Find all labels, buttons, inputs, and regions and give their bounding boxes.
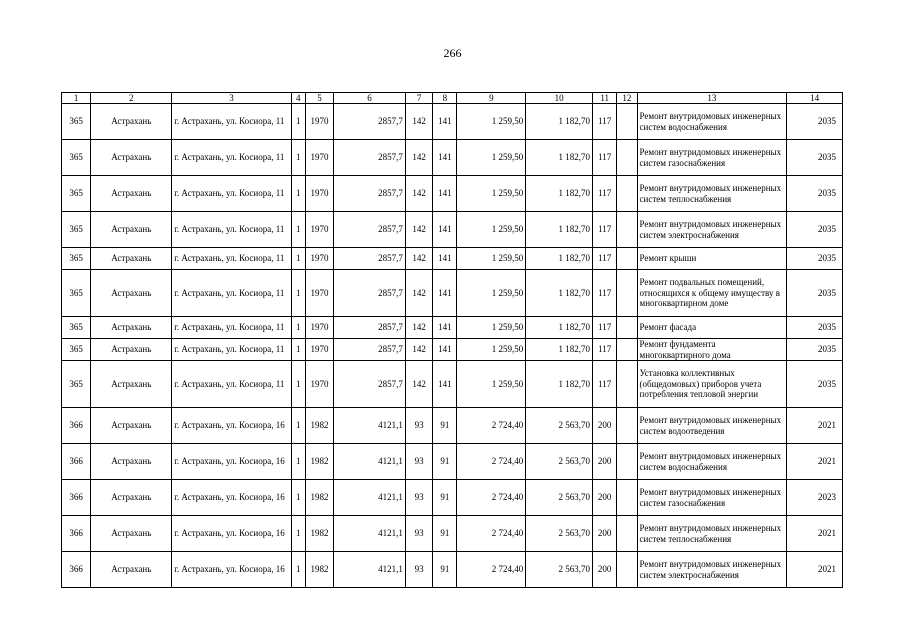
cell-col-7: 142 — [405, 104, 432, 140]
cell-col-7: 142 — [405, 270, 432, 317]
cell-col-2: Астрахань — [91, 317, 172, 339]
cell-col-11: 117 — [593, 361, 617, 408]
cell-col-11: 117 — [593, 270, 617, 317]
cell-col-12 — [617, 212, 637, 248]
cell-col-6: 4121,1 — [334, 516, 406, 552]
cell-col-4: 1 — [291, 516, 305, 552]
cell-col-5: 1970 — [305, 317, 333, 339]
table-row — [62, 140, 843, 176]
cell-col-9: 1 259,50 — [457, 361, 526, 408]
cell-col-4: 1 — [291, 212, 305, 248]
cell-col-2: Астрахань — [91, 212, 172, 248]
cell-col-14: 2023 — [787, 480, 843, 516]
cell-col-13: Ремонт внутридомовых инженерных систем электроснабжения — [637, 212, 787, 248]
cell-col-7: 93 — [405, 516, 432, 552]
cell-col-3: г. Астрахань, ул. Косиора, 16 — [172, 408, 291, 444]
cell-col-12 — [617, 552, 637, 588]
cell-col-5: 1970 — [305, 339, 333, 361]
page-number: 266 — [443, 46, 462, 60]
table-row — [62, 270, 843, 317]
cell-col-10: 2 563,70 — [526, 480, 593, 516]
cell-col-11: 117 — [593, 317, 617, 339]
cell-col-1: 366 — [62, 516, 91, 552]
cell-col-9: 1 259,50 — [457, 339, 526, 361]
cell-col-10: 1 182,70 — [526, 361, 593, 408]
table-row — [62, 480, 843, 516]
column-header: 2 — [91, 93, 172, 104]
cell-col-1: 365 — [62, 317, 91, 339]
cell-col-14: 2021 — [787, 444, 843, 480]
cell-col-13: Ремонт внутридомовых инженерных систем водоснабжения — [637, 104, 787, 140]
cell-col-8: 141 — [433, 248, 457, 270]
table-row — [62, 408, 843, 444]
column-header: 3 — [172, 93, 291, 104]
cell-col-10: 2 563,70 — [526, 444, 593, 480]
cell-col-8: 91 — [433, 444, 457, 480]
cell-col-3: г. Астрахань, ул. Косиора, 11 — [172, 212, 291, 248]
cell-col-5: 1970 — [305, 104, 333, 140]
cell-col-6: 4121,1 — [334, 408, 406, 444]
cell-col-11: 117 — [593, 212, 617, 248]
cell-col-3: г. Астрахань, ул. Косиора, 16 — [172, 480, 291, 516]
cell-col-9: 2 724,40 — [457, 552, 526, 588]
table-row — [62, 361, 843, 408]
cell-col-14: 2035 — [787, 339, 843, 361]
cell-col-12 — [617, 140, 637, 176]
cell-col-1: 366 — [62, 480, 91, 516]
cell-col-9: 1 259,50 — [457, 212, 526, 248]
cell-col-13: Ремонт внутридомовых инженерных систем водоотведения — [637, 408, 787, 444]
cell-col-3: г. Астрахань, ул. Косиора, 11 — [172, 361, 291, 408]
cell-col-14: 2035 — [787, 104, 843, 140]
cell-col-5: 1982 — [305, 408, 333, 444]
cell-col-2: Астрахань — [91, 270, 172, 317]
cell-col-7: 142 — [405, 248, 432, 270]
cell-col-9: 2 724,40 — [457, 408, 526, 444]
cell-col-14: 2021 — [787, 552, 843, 588]
cell-col-9: 2 724,40 — [457, 516, 526, 552]
cell-col-3: г. Астрахань, ул. Косиора, 11 — [172, 270, 291, 317]
table-row — [62, 516, 843, 552]
cell-col-7: 142 — [405, 176, 432, 212]
cell-col-8: 91 — [433, 480, 457, 516]
cell-col-8: 141 — [433, 270, 457, 317]
cell-col-10: 1 182,70 — [526, 270, 593, 317]
column-header: 14 — [787, 93, 843, 104]
cell-col-13: Ремонт фасада — [637, 317, 787, 339]
cell-col-11: 117 — [593, 176, 617, 212]
cell-col-8: 141 — [433, 104, 457, 140]
cell-col-2: Астрахань — [91, 516, 172, 552]
cell-col-13: Ремонт внутридомовых инженерных систем электроснабжения — [637, 552, 787, 588]
table-row — [62, 317, 843, 339]
cell-col-8: 141 — [433, 339, 457, 361]
cell-col-6: 2857,7 — [334, 248, 406, 270]
cell-col-3: г. Астрахань, ул. Косиора, 11 — [172, 339, 291, 361]
cell-col-9: 1 259,50 — [457, 140, 526, 176]
cell-col-13: Ремонт фундамента многоквартирного дома — [637, 339, 787, 361]
cell-col-6: 4121,1 — [334, 552, 406, 588]
cell-col-7: 142 — [405, 361, 432, 408]
cell-col-5: 1982 — [305, 552, 333, 588]
cell-col-11: 200 — [593, 480, 617, 516]
cell-col-1: 365 — [62, 248, 91, 270]
cell-col-6: 2857,7 — [334, 270, 406, 317]
cell-col-1: 365 — [62, 361, 91, 408]
cell-col-5: 1970 — [305, 248, 333, 270]
cell-col-4: 1 — [291, 361, 305, 408]
cell-col-7: 142 — [405, 140, 432, 176]
cell-col-13: Ремонт внутридомовых инженерных систем теплоснабжения — [637, 176, 787, 212]
cell-col-8: 141 — [433, 176, 457, 212]
cell-col-5: 1982 — [305, 480, 333, 516]
cell-col-1: 365 — [62, 339, 91, 361]
cell-col-7: 93 — [405, 552, 432, 588]
cell-col-10: 1 182,70 — [526, 176, 593, 212]
cell-col-3: г. Астрахань, ул. Косиора, 11 — [172, 104, 291, 140]
cell-col-8: 141 — [433, 140, 457, 176]
table-row — [62, 212, 843, 248]
cell-col-10: 1 182,70 — [526, 248, 593, 270]
cell-col-1: 366 — [62, 444, 91, 480]
column-header: 13 — [637, 93, 787, 104]
column-header: 11 — [593, 93, 617, 104]
cell-col-1: 365 — [62, 270, 91, 317]
cell-col-1: 365 — [62, 104, 91, 140]
cell-col-7: 142 — [405, 317, 432, 339]
column-header: 5 — [305, 93, 333, 104]
cell-col-2: Астрахань — [91, 140, 172, 176]
cell-col-12 — [617, 270, 637, 317]
cell-col-1: 365 — [62, 176, 91, 212]
cell-col-11: 200 — [593, 552, 617, 588]
cell-col-3: г. Астрахань, ул. Косиора, 11 — [172, 140, 291, 176]
cell-col-8: 91 — [433, 516, 457, 552]
cell-col-2: Астрахань — [91, 444, 172, 480]
cell-col-9: 1 259,50 — [457, 317, 526, 339]
cell-col-1: 366 — [62, 408, 91, 444]
cell-col-2: Астрахань — [91, 339, 172, 361]
table-row — [62, 444, 843, 480]
cell-col-4: 1 — [291, 176, 305, 212]
cell-col-12 — [617, 361, 637, 408]
cell-col-8: 91 — [433, 408, 457, 444]
cell-col-13: Ремонт подвальных помещений, относящихся к общему имуществу в многоквартирном доме — [637, 270, 787, 317]
cell-col-4: 1 — [291, 444, 305, 480]
cell-col-12 — [617, 408, 637, 444]
cell-col-3: г. Астрахань, ул. Косиора, 11 — [172, 176, 291, 212]
cell-col-11: 200 — [593, 516, 617, 552]
cell-col-10: 2 563,70 — [526, 408, 593, 444]
column-header: 12 — [617, 93, 637, 104]
cell-col-3: г. Астрахань, ул. Косиора, 11 — [172, 248, 291, 270]
cell-col-10: 1 182,70 — [526, 140, 593, 176]
cell-col-13: Ремонт крыши — [637, 248, 787, 270]
cell-col-7: 93 — [405, 480, 432, 516]
cell-col-1: 366 — [62, 552, 91, 588]
column-header: 6 — [334, 93, 406, 104]
cell-col-2: Астрахань — [91, 248, 172, 270]
cell-col-10: 1 182,70 — [526, 339, 593, 361]
cell-col-3: г. Астрахань, ул. Косиора, 11 — [172, 317, 291, 339]
cell-col-5: 1970 — [305, 140, 333, 176]
cell-col-5: 1970 — [305, 361, 333, 408]
table-row — [62, 552, 843, 588]
cell-col-6: 2857,7 — [334, 361, 406, 408]
column-header: 10 — [526, 93, 593, 104]
cell-col-11: 117 — [593, 104, 617, 140]
column-header: 1 — [62, 93, 91, 104]
cell-col-14: 2035 — [787, 212, 843, 248]
cell-col-4: 1 — [291, 270, 305, 317]
cell-col-4: 1 — [291, 140, 305, 176]
cell-col-13: Ремонт внутридомовых инженерных систем газоснабжения — [637, 480, 787, 516]
cell-col-3: г. Астрахань, ул. Косиора, 16 — [172, 444, 291, 480]
cell-col-9: 1 259,50 — [457, 176, 526, 212]
column-header: 7 — [405, 93, 432, 104]
cell-col-14: 2035 — [787, 176, 843, 212]
cell-col-6: 4121,1 — [334, 480, 406, 516]
cell-col-2: Астрахань — [91, 480, 172, 516]
cell-col-10: 1 182,70 — [526, 104, 593, 140]
column-number-row — [62, 93, 843, 104]
column-header: 9 — [457, 93, 526, 104]
cell-col-4: 1 — [291, 480, 305, 516]
cell-col-6: 2857,7 — [334, 212, 406, 248]
cell-col-14: 2021 — [787, 408, 843, 444]
cell-col-2: Астрахань — [91, 104, 172, 140]
column-header: 4 — [291, 93, 305, 104]
cell-col-13: Ремонт внутридомовых инженерных систем водоснабжения — [637, 444, 787, 480]
column-header: 8 — [433, 93, 457, 104]
cell-col-2: Астрахань — [91, 361, 172, 408]
cell-col-13: Ремонт внутридомовых инженерных систем газоснабжения — [637, 140, 787, 176]
cell-col-6: 2857,7 — [334, 339, 406, 361]
cell-col-11: 117 — [593, 140, 617, 176]
cell-col-14: 2035 — [787, 248, 843, 270]
cell-col-5: 1970 — [305, 270, 333, 317]
cell-col-5: 1970 — [305, 212, 333, 248]
cell-col-12 — [617, 317, 637, 339]
cell-col-14: 2035 — [787, 317, 843, 339]
cell-col-10: 2 563,70 — [526, 552, 593, 588]
cell-col-2: Астрахань — [91, 176, 172, 212]
cell-col-9: 1 259,50 — [457, 248, 526, 270]
cell-col-10: 1 182,70 — [526, 212, 593, 248]
cell-col-12 — [617, 516, 637, 552]
cell-col-5: 1982 — [305, 516, 333, 552]
cell-col-8: 91 — [433, 552, 457, 588]
cell-col-13: Установка коллективных (общедомовых) приборов учета потребления тепловой энергии — [637, 361, 787, 408]
cell-col-9: 2 724,40 — [457, 480, 526, 516]
cell-col-7: 142 — [405, 212, 432, 248]
cell-col-3: г. Астрахань, ул. Косиора, 16 — [172, 516, 291, 552]
cell-col-12 — [617, 480, 637, 516]
cell-col-14: 2035 — [787, 140, 843, 176]
cell-col-2: Астрахань — [91, 408, 172, 444]
table-row — [62, 248, 843, 270]
table-row — [62, 176, 843, 212]
cell-col-11: 117 — [593, 339, 617, 361]
cell-col-12 — [617, 248, 637, 270]
cell-col-4: 1 — [291, 104, 305, 140]
cell-col-8: 141 — [433, 212, 457, 248]
cell-col-6: 2857,7 — [334, 140, 406, 176]
cell-col-14: 2021 — [787, 516, 843, 552]
cell-col-14: 2035 — [787, 270, 843, 317]
cell-col-4: 1 — [291, 339, 305, 361]
cell-col-11: 200 — [593, 444, 617, 480]
cell-col-7: 142 — [405, 339, 432, 361]
cell-col-4: 1 — [291, 552, 305, 588]
cell-col-9: 2 724,40 — [457, 444, 526, 480]
capital-repair-table — [61, 92, 843, 588]
cell-col-1: 365 — [62, 212, 91, 248]
cell-col-6: 4121,1 — [334, 444, 406, 480]
cell-col-6: 2857,7 — [334, 104, 406, 140]
cell-col-5: 1982 — [305, 444, 333, 480]
cell-col-12 — [617, 444, 637, 480]
cell-col-3: г. Астрахань, ул. Косиора, 16 — [172, 552, 291, 588]
cell-col-13: Ремонт внутридомовых инженерных систем теплоснабжения — [637, 516, 787, 552]
cell-col-2: Астрахань — [91, 552, 172, 588]
cell-col-9: 1 259,50 — [457, 104, 526, 140]
cell-col-11: 200 — [593, 408, 617, 444]
cell-col-6: 2857,7 — [334, 317, 406, 339]
cell-col-7: 93 — [405, 408, 432, 444]
cell-col-12 — [617, 104, 637, 140]
cell-col-12 — [617, 339, 637, 361]
cell-col-4: 1 — [291, 317, 305, 339]
cell-col-6: 2857,7 — [334, 176, 406, 212]
cell-col-1: 365 — [62, 140, 91, 176]
cell-col-9: 1 259,50 — [457, 270, 526, 317]
cell-col-11: 117 — [593, 248, 617, 270]
cell-col-8: 141 — [433, 317, 457, 339]
cell-col-10: 2 563,70 — [526, 516, 593, 552]
cell-col-5: 1970 — [305, 176, 333, 212]
table-row — [62, 104, 843, 140]
cell-col-10: 1 182,70 — [526, 317, 593, 339]
table-row — [62, 339, 843, 361]
cell-col-4: 1 — [291, 248, 305, 270]
cell-col-4: 1 — [291, 408, 305, 444]
cell-col-14: 2035 — [787, 361, 843, 408]
cell-col-7: 93 — [405, 444, 432, 480]
cell-col-8: 141 — [433, 361, 457, 408]
cell-col-12 — [617, 176, 637, 212]
